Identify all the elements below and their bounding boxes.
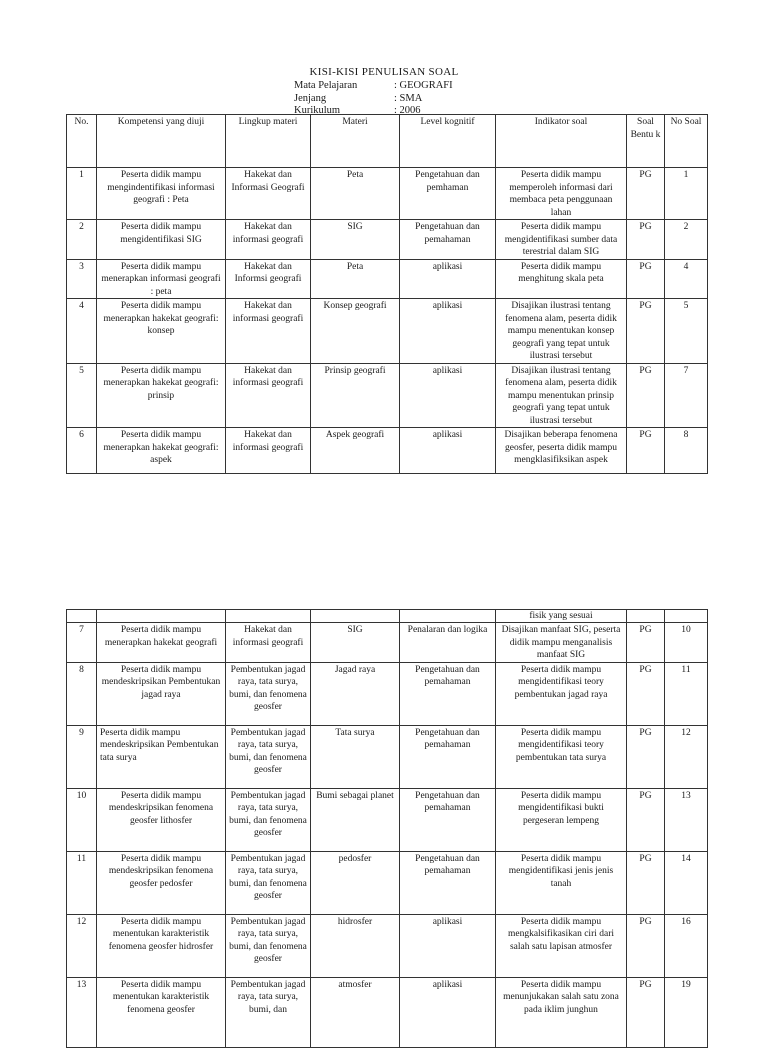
cell-indikator: Peserta didik mampu mengidentifikasi teory pembentukan tata surya <box>496 725 627 788</box>
cell-level: Pengetahuan dan pemhaman <box>400 168 496 220</box>
cell-bentuk: PG <box>627 299 665 364</box>
cell-kompetensi: Peserta didik mampu mendeskripsikan fenomena geosfer lithosfer <box>97 788 226 851</box>
cell-kompetensi: Peserta didik mampu mendeskripsikan fenomena geosfer pedosfer <box>97 851 226 914</box>
cell-kompetensi: Peserta didik mampu mengindentifikasi informasi geografi : Peta <box>97 168 226 220</box>
cell-kompetensi: Peserta didik mampu menerapkan informasi geografi : peta <box>97 259 226 299</box>
cell-no: 2 <box>67 220 97 260</box>
cell-no: 10 <box>67 788 97 851</box>
cell-no: 12 <box>67 914 97 977</box>
cell-indikator: Disajikan manfaat SIG, peserta didik mampu menganalisis manfaat SIG <box>496 623 627 663</box>
cell-no: 9 <box>67 725 97 788</box>
cell-indikator: Peserta didik mampu menunjukakan salah satu zona pada iklim junghun <box>496 977 627 1047</box>
document-title: KISI-KISI PENULISAN SOAL <box>309 66 459 78</box>
cell-no: 1 <box>67 168 97 220</box>
table-row <box>67 220 708 260</box>
header-soal-bentuk: Soal Bentu k <box>627 115 665 168</box>
cell-indikator: Disajikan ilustrasi tentang fenomena alam, peserta didik mampu menentukan prinsip geografi yang tepat untuk ilustrasi tersebut <box>496 363 627 428</box>
cell-materi: Aspek geografi <box>311 428 400 474</box>
meta-label: Jenjang <box>294 93 327 104</box>
cell-soal: 8 <box>665 428 708 474</box>
table-row <box>67 725 708 788</box>
cell-bentuk: PG <box>627 914 665 977</box>
cell-indikator: Peserta didik mampu mengidentifikasi jenis jenis tanah <box>496 851 627 914</box>
cell-no: 3 <box>67 259 97 299</box>
cell-materi: Peta <box>311 259 400 299</box>
cell-no: 6 <box>67 428 97 474</box>
cell-indikator: Peserta didik mampu menghitung skala peta <box>496 259 627 299</box>
meta-jenjang <box>294 93 422 104</box>
header-no-soal: No Soal <box>665 115 708 168</box>
cell-lingkup: Hakekat dan informasi geografi <box>226 428 311 474</box>
table-row <box>67 259 708 299</box>
cell-soal: 7 <box>665 363 708 428</box>
cell-lingkup: Pembentukan jagad raya, tata surya, bumi, dan fenomena geosfer <box>226 851 311 914</box>
table-row <box>67 977 708 1047</box>
header-no: No. <box>67 115 97 168</box>
cell-level: aplikasi <box>400 259 496 299</box>
cell-level: Pengetahuan dan pemahaman <box>400 851 496 914</box>
cell-soal: 12 <box>665 725 708 788</box>
cell-no: 5 <box>67 363 97 428</box>
cell-lingkup: Hakekat dan informasi geografi <box>226 623 311 663</box>
cell-level: Pengetahuan dan pemahaman <box>400 220 496 260</box>
cell-materi: Prinsip geografi <box>311 363 400 428</box>
cell-level: Pengetahuan dan pemahaman <box>400 725 496 788</box>
cell-lingkup: Hakekat dan Informasi Geografi <box>226 168 311 220</box>
cell-materi: Jagad raya <box>311 662 400 725</box>
cell-soal: 11 <box>665 662 708 725</box>
cell-level: aplikasi <box>400 363 496 428</box>
meta-value: : 2006 <box>394 105 421 116</box>
cell-indikator: Peserta didik mampu mengkalsifikasikan ciri dari salah satu lapisan atmosfer <box>496 914 627 977</box>
continued-row <box>67 610 708 623</box>
cell-bentuk: PG <box>627 788 665 851</box>
table-row <box>67 363 708 428</box>
cell-bentuk: PG <box>627 977 665 1047</box>
cell-kompetensi: Peserta didik mampu menerapkan hakekat geografi: konsep <box>97 299 226 364</box>
meta-label: Kurikulum <box>294 105 341 116</box>
cell-soal: 5 <box>665 299 708 364</box>
header-kompetensi: Kompetensi yang diuji <box>97 115 226 168</box>
cell-bentuk: PG <box>627 168 665 220</box>
cell-soal: 2 <box>665 220 708 260</box>
cell-indikator: Peserta didik mampu mengidentifikasi sumber data terestrial dalam SIG <box>496 220 627 260</box>
cell-indikator: Peserta didik mampu mengidentifikasi teory pembentukan jagad raya <box>496 662 627 725</box>
cell-materi: SIG <box>311 623 400 663</box>
cell-level: Pengetahuan dan pemahaman <box>400 662 496 725</box>
cell-indikator: Disajikan beberapa fenomena geosfer, peserta didik mampu mengklasifiksikan aspek <box>496 428 627 474</box>
meta-value: : SMA <box>394 93 423 104</box>
table-row <box>67 168 708 220</box>
table-row <box>67 662 708 725</box>
cell-kompetensi: Peserta didik mampu mendeskripsikan Pembentukan jagad raya <box>97 662 226 725</box>
cell-soal: 14 <box>665 851 708 914</box>
cell-no: 8 <box>67 662 97 725</box>
header-indikator: Indikator soal <box>496 115 627 168</box>
cell-materi: pedosfer <box>311 851 400 914</box>
cell-soal: 10 <box>665 623 708 663</box>
cell-bentuk: PG <box>627 623 665 663</box>
cell-bentuk: PG <box>627 725 665 788</box>
cell-no: 13 <box>67 977 97 1047</box>
cell-materi: Konsep geografi <box>311 299 400 364</box>
cell-level: Pengetahuan dan pemahaman <box>400 788 496 851</box>
cell-level: aplikasi <box>400 977 496 1047</box>
cell-lingkup: Pembentukan jagad raya, tata surya, bumi, dan fenomena geosfer <box>226 725 311 788</box>
cell-bentuk: PG <box>627 662 665 725</box>
cell-lingkup: Hakekat dan informasi geografi <box>226 363 311 428</box>
meta-value: : GEOGRAFI <box>394 80 453 91</box>
cell-bentuk: PG <box>627 851 665 914</box>
cell-bentuk: PG <box>627 220 665 260</box>
cell-indikator: Peserta didik mampu memperoleh informasi dari membaca peta penggunaan lahan <box>496 168 627 220</box>
cell-kompetensi: Peserta didik mampu mengidentifikasi SIG <box>97 220 226 260</box>
cell-no: 4 <box>67 299 97 364</box>
table-row <box>67 623 708 663</box>
table-row <box>67 299 708 364</box>
cell-soal: 4 <box>665 259 708 299</box>
cell-soal: 19 <box>665 977 708 1047</box>
header-level: Level kognitif <box>400 115 496 168</box>
meta-label: Mata Pelajaran <box>294 80 358 91</box>
cell-kompetensi: Peserta didik mampu menerapkan hakekat geografi: aspek <box>97 428 226 474</box>
cell-materi: Tata surya <box>311 725 400 788</box>
cell-lingkup: Hakekat dan Informsi geografi <box>226 259 311 299</box>
cell-kompetensi: Peserta didik mampu menentukan karakteristik fenomena geosfer <box>97 977 226 1047</box>
header-materi: Materi <box>311 115 400 168</box>
table-row <box>67 914 708 977</box>
cell-level: aplikasi <box>400 299 496 364</box>
cell-no: 11 <box>67 851 97 914</box>
cell-materi: Bumi sebagai planet <box>311 788 400 851</box>
table-row <box>67 428 708 474</box>
cell-indikator: Disajikan ilustrasi tentang fenomena alam, peserta didik mampu menentukan konsep geografi yang tepat untuk ilustrasi tersebut <box>496 299 627 364</box>
cell-materi: SIG <box>311 220 400 260</box>
cell-kompetensi: Peserta didik mampu menerapkan hakekat geografi: prinsip <box>97 363 226 428</box>
cell-lingkup: Hakekat dan informasi geografi <box>226 220 311 260</box>
header-row <box>67 115 708 168</box>
cell-bentuk: PG <box>627 428 665 474</box>
cell-soal: 1 <box>665 168 708 220</box>
table-row <box>67 851 708 914</box>
kisi-table-page-1 <box>66 114 708 474</box>
table-row <box>67 788 708 851</box>
header-lingkup: Lingkup materi <box>226 115 311 168</box>
cell-lingkup: Hakekat dan informasi geografi <box>226 299 311 364</box>
cell-soal: 13 <box>665 788 708 851</box>
meta-mata-pelajaran <box>294 80 453 91</box>
cell-bentuk: PG <box>627 363 665 428</box>
cell-lingkup: Pembentukan jagad raya, tata surya, bumi, dan fenomena geosfer <box>226 662 311 725</box>
cell-no: 7 <box>67 623 97 663</box>
cell-soal: 16 <box>665 914 708 977</box>
continued-indikator-cell: fisik yang sesuai <box>496 610 627 623</box>
cell-level: aplikasi <box>400 914 496 977</box>
cell-materi: Peta <box>311 168 400 220</box>
cell-level: aplikasi <box>400 428 496 474</box>
cell-materi: atmosfer <box>311 977 400 1047</box>
cell-kompetensi: Peserta didik mampu mendeskripsikan Pembentukan tata surya <box>97 725 226 788</box>
cell-kompetensi: Peserta didik mampu menentukan karakteristik fenomena geosfer hidrosfer <box>97 914 226 977</box>
cell-level: Penalaran dan logika <box>400 623 496 663</box>
cell-indikator: Peserta didik mampu mengidentifikasi bukti pergeseran lempeng <box>496 788 627 851</box>
cell-lingkup: Pembentukan jagad raya, tata surya, bumi, dan fenomena geosfer <box>226 914 311 977</box>
cell-bentuk: PG <box>627 259 665 299</box>
cell-lingkup: Pembentukan jagad raya, tata surya, bumi, dan <box>226 977 311 1047</box>
cell-lingkup: Pembentukan jagad raya, tata surya, bumi, dan fenomena geosfer <box>226 788 311 851</box>
kisi-table-page-2 <box>66 609 708 1048</box>
cell-kompetensi: Peserta didik mampu menerapkan hakekat geografi <box>97 623 226 663</box>
cell-materi: hidrosfer <box>311 914 400 977</box>
